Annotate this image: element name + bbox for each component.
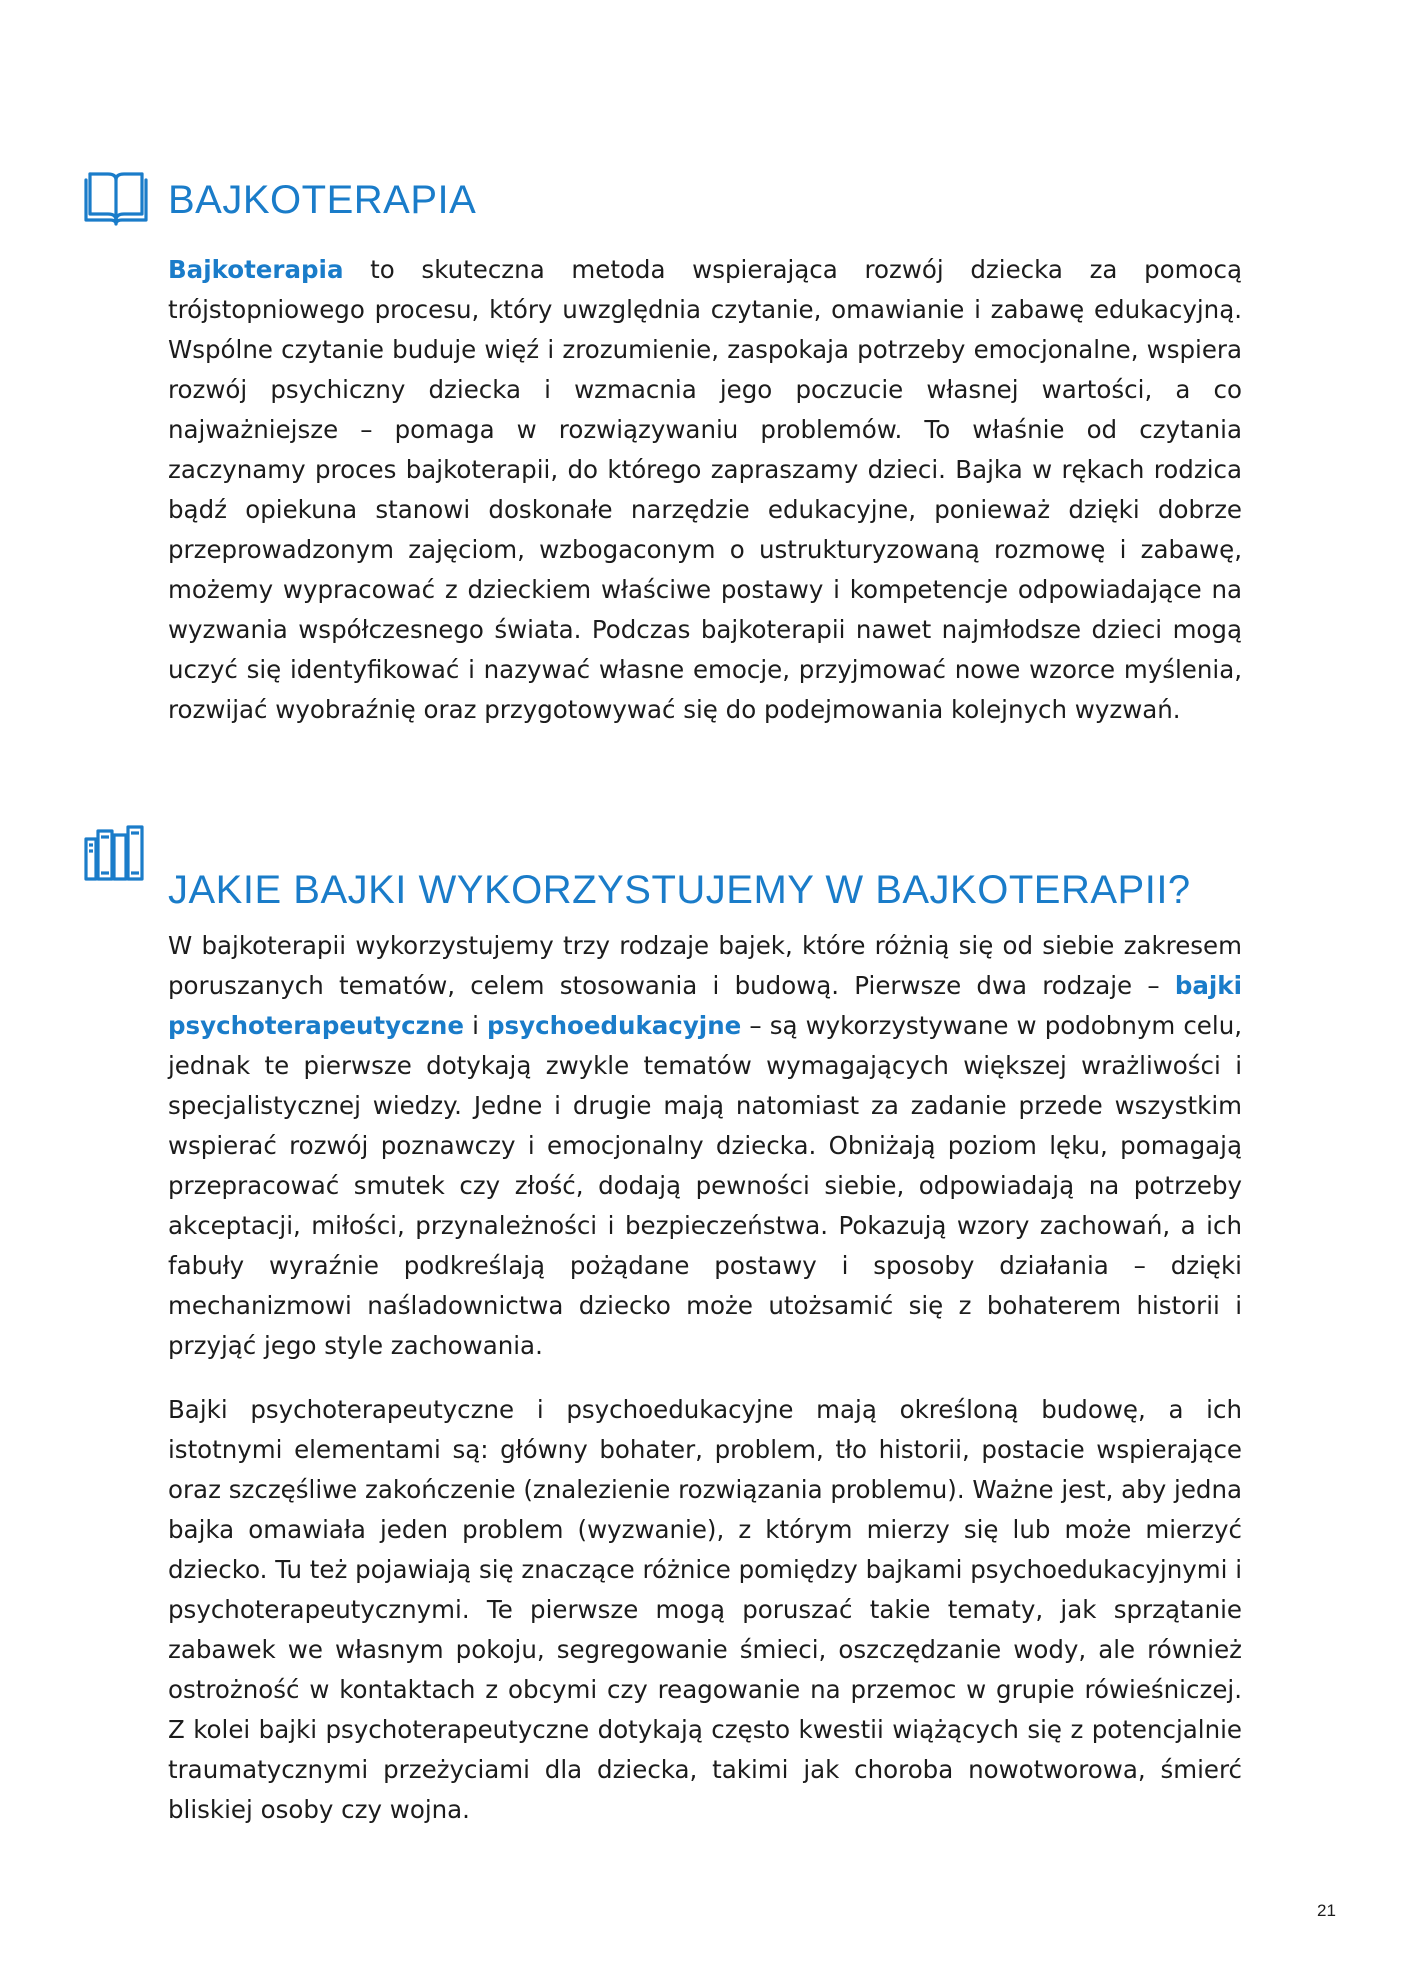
paragraph-text: i xyxy=(463,1011,487,1040)
section-bajkoterapia-header xyxy=(80,166,476,230)
types-paragraph xyxy=(168,926,1242,1366)
books-on-shelf-icon xyxy=(80,823,152,887)
section-title: JAKIE BAJKI WYKORZYSTUJEMY W BAJKOTERAPII? xyxy=(168,868,1191,912)
page-number: 21 xyxy=(1317,1901,1336,1920)
intro-paragraph xyxy=(168,250,1242,730)
paragraph-text: – są wykorzystywane w podobnym celu, jednak te pierwsze dotykają zwykle tematów wymagających większej wrażliwości i specjalistycznej wiedzy. Jedne i drugie mają natomiast za zadanie przede wszystkim wspierać rozwój poznawczy i emocjonalny dziecka. Obniżają poziom lęku, pomagają przepracować smutek czy złość, dodają pewności siebie, odpowiadają na potrzeby akceptacji, miłości, przynależności i bezpieczeństwa. Pokazują wzory zachowań, a ich fabuły wyraźnie podkreślają pożądane postawy i sposoby działania – dzięki mechanizmowi naśladownictwa dziecko może utożsamić się z bohaterem historii i przyjąć jego style zachowania. xyxy=(168,1011,1243,1360)
highlight-term: Bajkoterapia xyxy=(168,255,344,284)
section-title: BAJKOTERAPIA xyxy=(168,178,477,222)
structure-paragraph: Bajki psychoterapeutyczne i psychoedukacyjne mają określoną budowę, a ich istotnymi elementami są: główny bohater, problem, tło historii, postacie wspierające oraz szczęśliwe zakończenie (znalezienie rozwiązania problemu). Ważne jest, aby jedna bajka omawiała jeden problem (wyzwanie), z którym mierzy się lub może mierzyć dziecko. Tu też pojawiają się znaczące różnice pomiędzy bajkami psychoedukacyjnymi i psychoterapeutycznymi. Te pierwsze mogą poruszać takie tematy, jak sprzątanie zabawek we własnym pokoju, segregowanie śmieci, oszczędzanie wody, ale również ostrożność w kontaktach z obcymi czy reagowanie na przemoc w grupie rówieśniczej. Z kolei bajki psychoterapeutyczne dotykają często kwestii wiążących się z potencjalnie traumatycznymi przeżyciami dla dziecka, takimi jak choroba nowotworowa, śmierć bliskiej osoby czy wojna. xyxy=(168,1395,1242,1824)
highlight-term: psychoedukacyjne xyxy=(487,1011,742,1040)
highlight-term: bajki psychoterapeutyczne xyxy=(168,971,1242,1040)
open-book-icon xyxy=(80,166,152,230)
paragraph-text: W bajkoterapii wykorzystujemy trzy rodzaje bajek, które różnią się od siebie zakresem poruszanych tematów, celem stosowania i budową. Pierwsze dwa rodzaje – xyxy=(168,931,1242,1000)
paragraph-text: to skuteczna metoda wspierająca rozwój dziecka za pomocą trójstopniowego procesu, który uwzględnia czytanie, omawianie i zabawę edukacyjną. Wspólne czytanie buduje więź i zrozumienie, zaspokaja potrzeby emocjonalne, wspiera rozwój psychiczny dziecka i wzmacnia jego poczucie własnej wartości, a co najważniejsze – pomaga w rozwiązywaniu problemów. To właśnie od czytania zaczynamy proces bajkoterapii, do którego zapraszamy dzieci. Bajka w rękach rodzica bądź opiekuna stanowi doskonałe narzędzie edukacyjne, ponieważ dzięki dobrze przeprowadzonym zajęciom, wzbogaconym o ustrukturyzowaną rozmowę i zabawę, możemy wypracować z dzieckiem właściwe postawy i kompetencje odpowiadające na wyzwania współczesnego świata. Podczas bajkoterapii nawet najmłodsze dzieci mogą uczyć się identyfikować i nazywać własne emocje, przyjmować nowe wzorce myślenia, rozwijać wyobraźnię oraz przygotowywać się do podejmowania kolejnych wyzwań. xyxy=(168,255,1242,724)
section-fairy-tales-header xyxy=(80,800,1191,910)
